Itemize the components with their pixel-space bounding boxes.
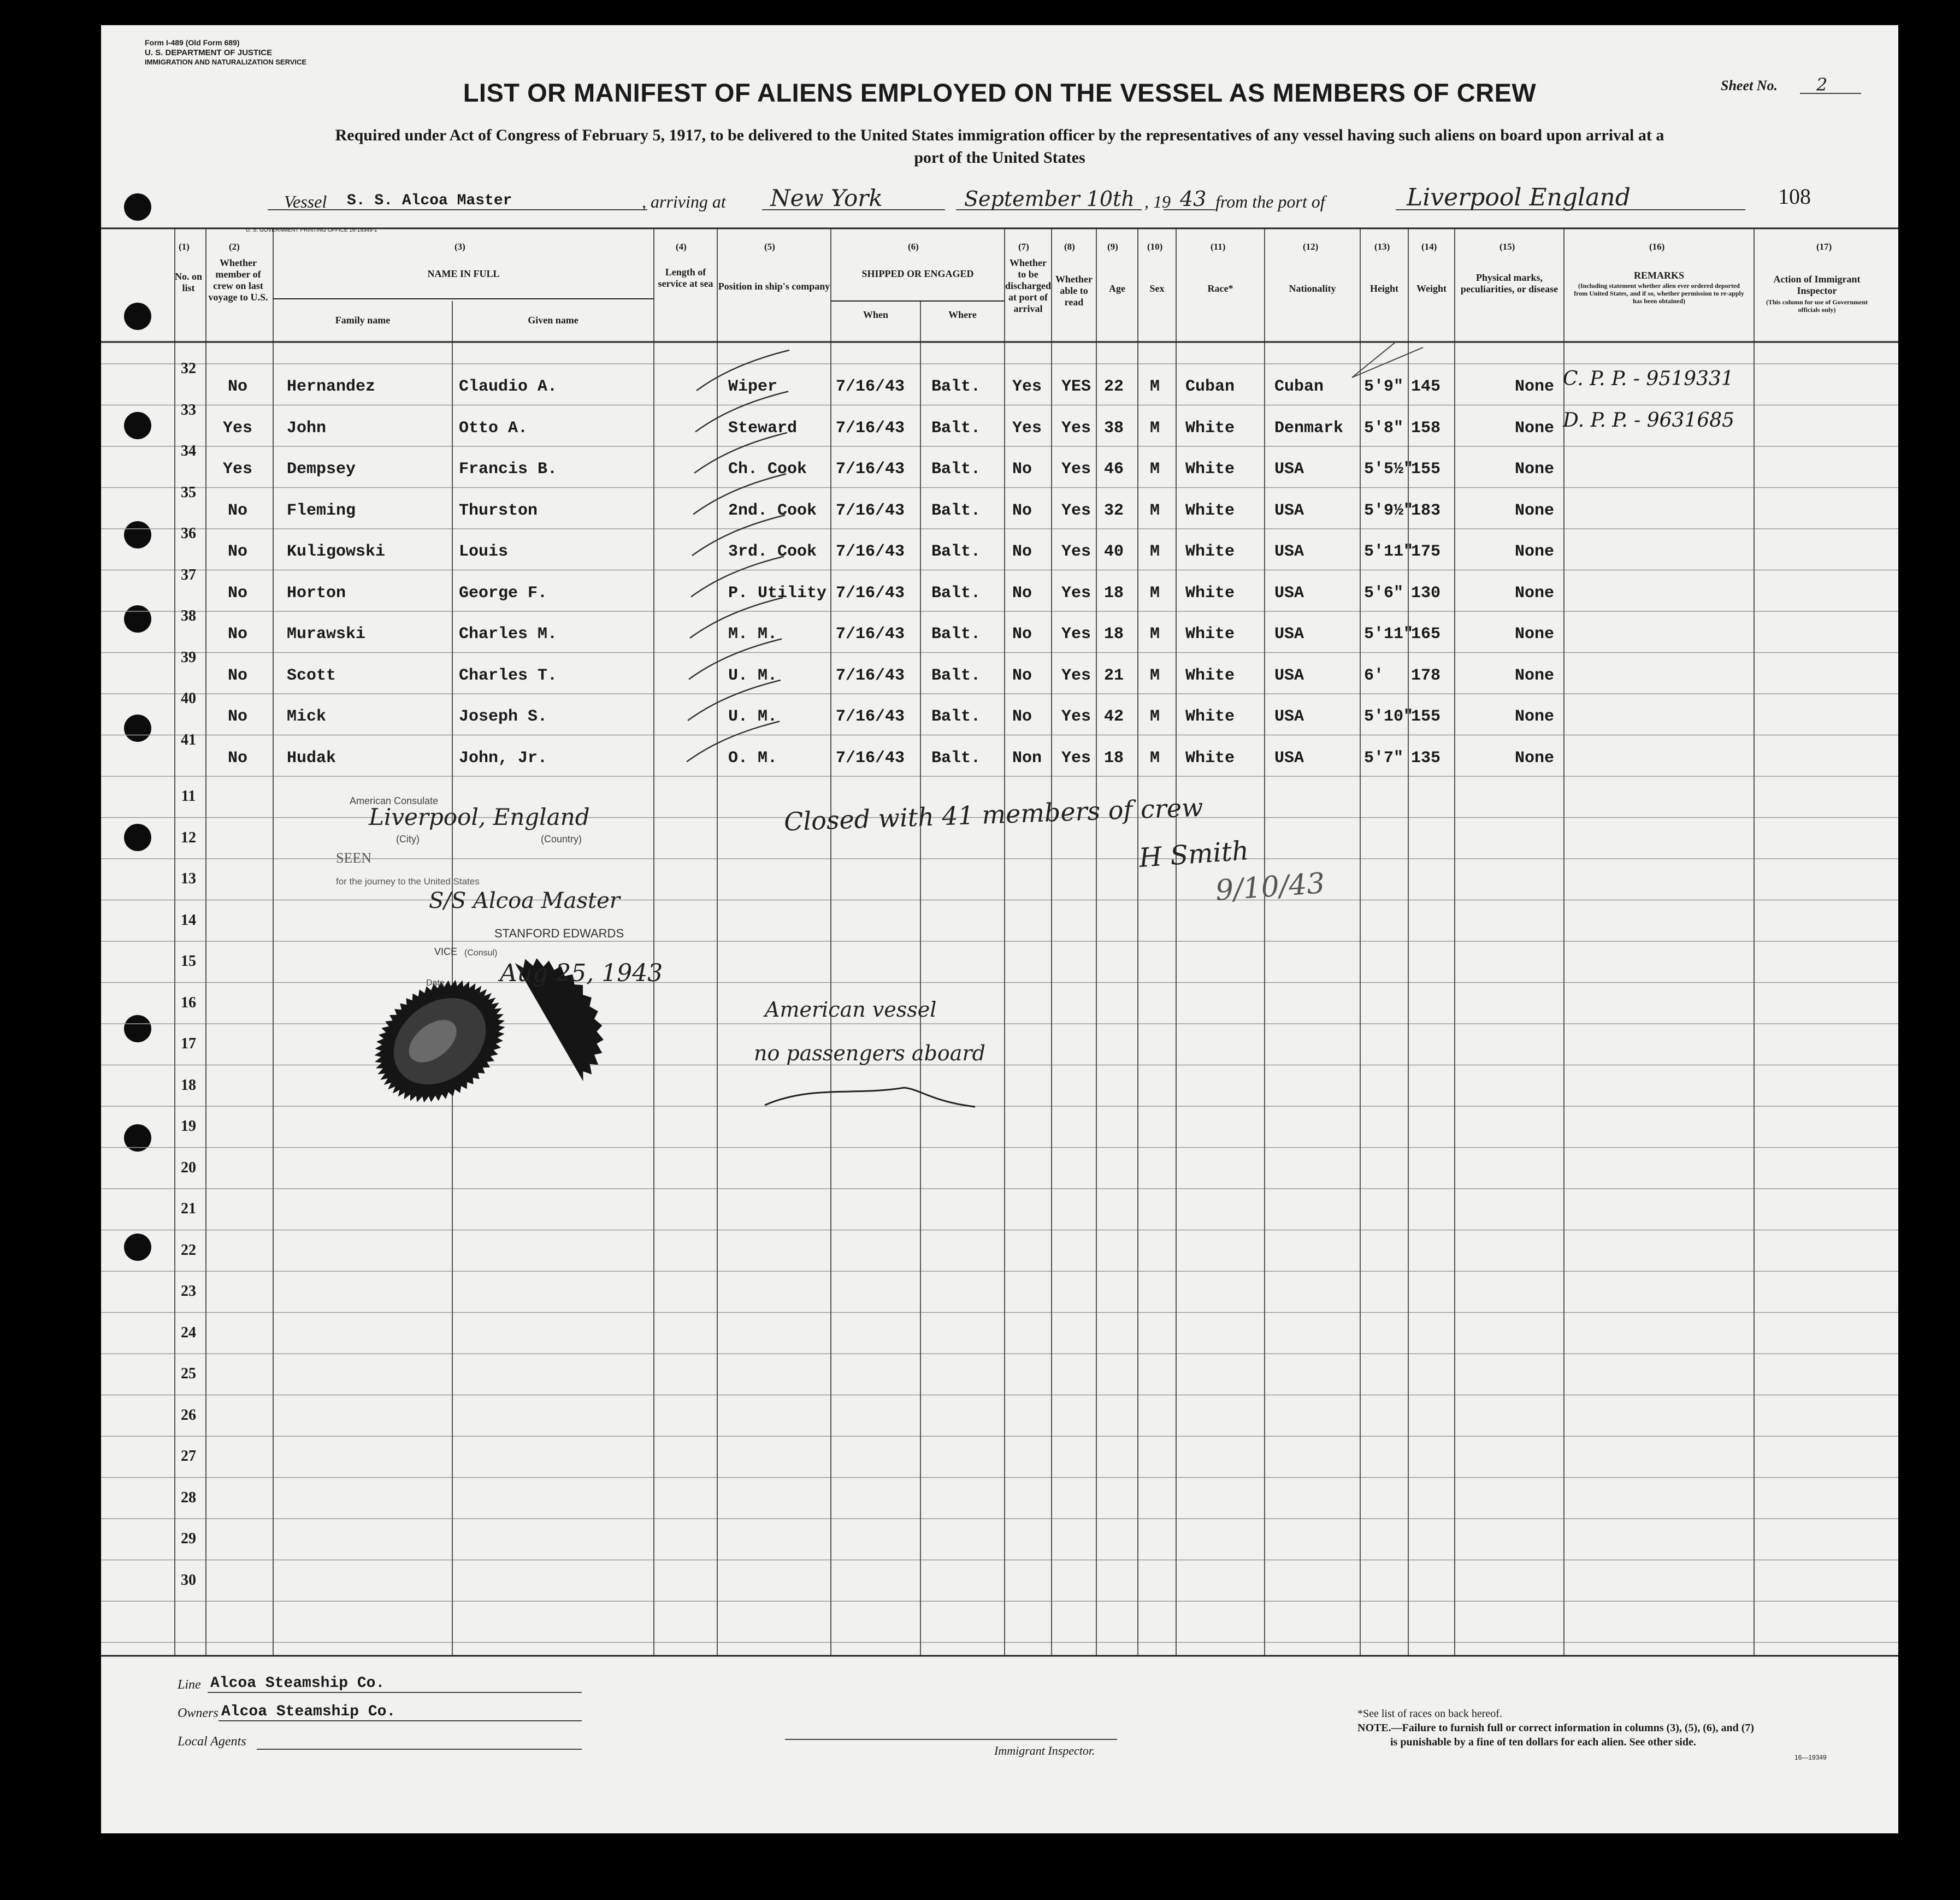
column-number: (9) — [1107, 241, 1118, 252]
cell-weight: 130 — [1411, 583, 1441, 603]
row-number: 39 — [181, 648, 196, 666]
col-header-when: When — [863, 309, 888, 320]
cell-given: John, Jr. — [459, 748, 548, 768]
cell-nationality: USA — [1274, 501, 1304, 520]
cell-height: 5'9½" — [1364, 501, 1414, 520]
service: IMMIGRATION AND NATURALIZATION SERVICE — [145, 58, 307, 66]
column-number: (5) — [764, 241, 775, 252]
footer-inspector-label: Immigrant Inspector. — [994, 1744, 1095, 1757]
cell-when: 7/16/43 — [836, 501, 905, 520]
row-number: 30 — [181, 1571, 196, 1589]
cell-given: George F. — [459, 583, 548, 603]
cell-marks: None — [1515, 748, 1555, 768]
cell-discharged: No — [1012, 707, 1032, 726]
cell-weight: 165 — [1411, 625, 1441, 644]
cell-race: White — [1185, 748, 1235, 768]
cell-last-voyage: Yes — [223, 418, 253, 438]
cell-sex: M — [1150, 542, 1160, 561]
cell-height: 5'11" — [1364, 625, 1414, 644]
col-header-given-name: Given name — [528, 315, 578, 326]
cell-where: Balt. — [931, 583, 981, 603]
row-number: 40 — [181, 690, 196, 707]
cell-marks: None — [1515, 418, 1555, 438]
footer-line-value: Alcoa Steamship Co. — [210, 1675, 385, 1692]
footer-owners-value: Alcoa Steamship Co. — [221, 1703, 396, 1720]
cell-sex: M — [1150, 707, 1160, 726]
sheet-number: 2 — [1816, 74, 1828, 95]
cell-last-voyage: No — [228, 666, 248, 685]
row-number: 37 — [181, 566, 196, 583]
cell-given: Claudio A. — [459, 377, 558, 396]
cell-when: 7/16/43 — [836, 666, 905, 685]
cell-sex: M — [1150, 460, 1160, 479]
cell-family: Kuligowski — [287, 542, 386, 561]
cell-height: 5'9" — [1364, 377, 1404, 396]
col-header-remarks: REMARKS — [1633, 270, 1684, 281]
column-number: (11) — [1211, 241, 1226, 252]
cell-read: Yes — [1061, 501, 1091, 520]
consulate-country-label: (Country) — [541, 834, 582, 845]
closing-signature: H Smith — [1138, 835, 1250, 874]
form-subtitle-2: port of the United States — [914, 149, 1085, 167]
row-number: 18 — [181, 1076, 196, 1094]
cell-marks: None — [1515, 583, 1555, 603]
column-number: (14) — [1421, 241, 1437, 252]
form-number: Form I-489 (Old Form 689) — [145, 38, 240, 47]
cell-weight: 155 — [1411, 460, 1441, 479]
row-number: 32 — [181, 360, 196, 377]
cell-where: Balt. — [931, 501, 981, 520]
cell-given: Otto A. — [459, 418, 528, 438]
row-number: 36 — [181, 525, 196, 542]
cell-last-voyage: No — [228, 625, 248, 644]
cell-age: 21 — [1104, 666, 1124, 685]
cell-nationality: USA — [1274, 625, 1304, 644]
cell-when: 7/16/43 — [836, 377, 905, 396]
consulate-vessel: S/S Alcoa Master — [429, 888, 620, 913]
row-number: 11 — [181, 788, 196, 805]
cell-nationality: USA — [1274, 748, 1304, 768]
cell-discharged: No — [1012, 666, 1032, 685]
cell-age: 22 — [1104, 377, 1124, 396]
cell-when: 7/16/43 — [836, 707, 905, 726]
cell-race: White — [1185, 460, 1235, 479]
cell-position: 2nd. Cook — [728, 501, 817, 520]
cell-nationality: Cuban — [1274, 377, 1324, 396]
consul-name: STANFORD EDWARDS — [494, 927, 624, 940]
cell-marks: None — [1515, 625, 1555, 644]
manifest-page — [101, 25, 1898, 1833]
row-number: 33 — [181, 401, 196, 418]
column-number: (2) — [229, 241, 240, 252]
cell-remarks: D. P. P. - 9631685 — [1563, 409, 1735, 432]
cell-discharged: No — [1012, 625, 1032, 644]
col-header-read: Whether able to read — [1055, 274, 1093, 308]
row-number: 20 — [181, 1159, 196, 1176]
department: U. S. DEPARTMENT OF JUSTICE — [145, 48, 273, 57]
cell-position: P. Utility — [728, 583, 827, 603]
cell-read: Yes — [1061, 460, 1091, 479]
col-header-where: Where — [948, 309, 977, 320]
cell-race: White — [1185, 583, 1235, 603]
row-number: 24 — [181, 1324, 196, 1341]
row-number: 15 — [181, 953, 196, 970]
year-prefix: , 19 — [1144, 192, 1171, 211]
cell-last-voyage: No — [228, 377, 248, 396]
cell-sex: M — [1150, 418, 1160, 438]
cell-family: John — [287, 418, 327, 438]
column-number: (8) — [1064, 241, 1075, 252]
row-number: 34 — [181, 442, 196, 459]
cell-marks: None — [1515, 666, 1555, 685]
column-number: (4) — [676, 241, 687, 252]
cell-sex: M — [1150, 625, 1160, 644]
cell-nationality: USA — [1274, 583, 1304, 603]
no-passengers-note: no passengers aboard — [754, 1041, 985, 1065]
cell-position: Ch. Cook — [728, 460, 807, 479]
cell-position: Steward — [728, 418, 798, 438]
cell-weight: 155 — [1411, 707, 1441, 726]
column-number: (3) — [454, 241, 465, 252]
column-number: (16) — [1649, 241, 1665, 252]
cell-age: 38 — [1104, 418, 1124, 438]
cell-race: White — [1185, 501, 1235, 520]
col-header-race: Race* — [1207, 283, 1233, 294]
column-number: (13) — [1374, 241, 1390, 252]
cell-last-voyage: No — [228, 583, 248, 603]
cell-last-voyage: No — [228, 748, 248, 768]
row-number: 13 — [181, 870, 196, 887]
cell-height: 6' — [1364, 666, 1384, 685]
row-number: 27 — [181, 1448, 196, 1465]
arrival-date: September 10th — [964, 187, 1135, 211]
col-header-family-name: Family name — [335, 315, 391, 326]
cell-position: 3rd. Cook — [728, 542, 817, 561]
cell-when: 7/16/43 — [836, 583, 905, 603]
vessel-label: Vessel — [284, 192, 327, 211]
column-number: (17) — [1816, 241, 1832, 252]
footer-note-2: is punishable by a fine of ten dollars for each alien. See other side. — [1390, 1736, 1696, 1748]
cell-family: Hernandez — [287, 377, 376, 396]
consulate-date-label: Date — [426, 978, 445, 988]
cell-marks: None — [1515, 501, 1555, 520]
consulate-date: Aug 25, 1943 — [500, 959, 663, 987]
cell-last-voyage: No — [228, 542, 248, 561]
cell-given: Charles T. — [459, 666, 558, 685]
cell-read: Yes — [1061, 418, 1091, 438]
cell-height: 5'11" — [1364, 542, 1414, 561]
cell-weight: 158 — [1411, 418, 1441, 438]
printing-office: U. S. GOVERNMENT PRINTING OFFICE 16-19349-1 — [246, 227, 377, 233]
cell-family: Mick — [287, 707, 327, 726]
col-header-position: Position in ship's company — [718, 281, 830, 292]
cell-age: 42 — [1104, 707, 1124, 726]
cell-sex: M — [1150, 377, 1160, 396]
stamp-number: 108 — [1778, 184, 1811, 209]
cell-where: Balt. — [931, 625, 981, 644]
from-label: from the port of — [1215, 192, 1325, 211]
column-number: (6) — [908, 241, 919, 252]
row-number: 19 — [181, 1118, 196, 1135]
cell-position: Wiper — [728, 377, 778, 396]
column-number: (12) — [1303, 241, 1319, 252]
cell-read: Yes — [1061, 707, 1091, 726]
cell-discharged: Non — [1012, 748, 1042, 768]
cell-discharged: No — [1012, 542, 1032, 561]
row-number: 14 — [181, 911, 196, 929]
cell-marks: None — [1515, 460, 1555, 479]
cell-sex: M — [1150, 748, 1160, 768]
closing-date: 9/10/43 — [1214, 867, 1326, 907]
col-header-nationality: Nationality — [1289, 283, 1336, 294]
arriving-label: , arriving at — [642, 192, 726, 211]
col-header-service: Length of service at sea — [658, 267, 713, 289]
cell-when: 7/16/43 — [836, 542, 905, 561]
cell-age: 32 — [1104, 501, 1124, 520]
column-number: (10) — [1147, 241, 1163, 252]
cell-where: Balt. — [931, 542, 981, 561]
cell-race: White — [1185, 707, 1235, 726]
cell-height: 5'5½" — [1364, 460, 1414, 479]
cell-height: 5'7" — [1364, 748, 1404, 768]
arriving-port: New York — [770, 185, 883, 211]
consulate-heading: American Consulate — [350, 795, 439, 806]
cell-race: Cuban — [1185, 377, 1235, 396]
sheet-label: Sheet No. — [1721, 78, 1778, 93]
cell-discharged: No — [1012, 460, 1032, 479]
vessel-name: S. S. Alcoa Master — [347, 192, 512, 209]
row-number: 29 — [181, 1530, 196, 1547]
cell-family: Hudak — [287, 748, 336, 768]
footer-note-races: *See list of races on back hereof. — [1357, 1708, 1502, 1720]
cell-read: YES — [1061, 377, 1091, 396]
cell-family: Scott — [287, 666, 336, 685]
cell-read: Yes — [1061, 583, 1091, 603]
cell-marks: None — [1515, 542, 1555, 561]
cell-nationality: USA — [1274, 460, 1304, 479]
row-number: 35 — [181, 483, 196, 501]
american-vessel-note: American vessel — [765, 998, 937, 1022]
cell-position: U. M. — [728, 666, 778, 685]
cell-weight: 135 — [1411, 748, 1441, 768]
cell-when: 7/16/43 — [836, 460, 905, 479]
cell-race: White — [1185, 542, 1235, 561]
cell-when: 7/16/43 — [836, 418, 905, 438]
cell-last-voyage: No — [228, 501, 248, 520]
cell-discharged: Yes — [1012, 377, 1042, 396]
closed-note: Closed with 41 members of crew — [783, 792, 1204, 837]
cell-nationality: USA — [1274, 542, 1304, 561]
cell-last-voyage: No — [228, 707, 248, 726]
footer-note-1: NOTE.—Failure to furnish full or correct information in columns (3), (5), (6), and (7) — [1357, 1722, 1755, 1734]
col-header-age: Age — [1109, 283, 1125, 294]
cell-read: Yes — [1061, 625, 1091, 644]
cell-weight: 178 — [1411, 666, 1441, 685]
cell-race: White — [1185, 625, 1235, 644]
cell-age: 18 — [1104, 625, 1124, 644]
cell-height: 5'6" — [1364, 583, 1404, 603]
row-number: 28 — [181, 1489, 196, 1506]
cell-family: Horton — [287, 583, 346, 603]
form-subtitle: Required under Act of Congress of February 5, 1917, to be delivered to the United States immigration officer by the representatives of any vessel having such aliens on board upon arrival at a — [335, 126, 1664, 144]
cell-age: 40 — [1104, 542, 1124, 561]
cell-given: Francis B. — [459, 460, 558, 479]
cell-race: White — [1185, 666, 1235, 685]
col-header-action: Action of Immigrant Inspector — [1773, 274, 1861, 296]
cell-height: 5'10" — [1364, 707, 1414, 726]
cell-where: Balt. — [931, 666, 981, 685]
column-number: (7) — [1018, 241, 1029, 252]
cell-family: Fleming — [287, 501, 356, 520]
cell-where: Balt. — [931, 707, 981, 726]
cell-given: Charles M. — [459, 625, 558, 644]
col-header-marks: Physical marks, peculiarities, or disease — [1460, 272, 1558, 294]
cell-given: Joseph S. — [459, 707, 548, 726]
consulate-seen: SEEN — [336, 850, 371, 866]
cell-given: Louis — [459, 542, 509, 561]
cell-read: Yes — [1061, 666, 1091, 685]
cell-where: Balt. — [931, 377, 981, 396]
col-header-action-note: (This column for use of Government officials only) — [1766, 298, 1868, 314]
cell-nationality: Denmark — [1274, 418, 1344, 438]
cell-marks: None — [1515, 377, 1555, 396]
cell-when: 7/16/43 — [836, 625, 905, 644]
cell-discharged: No — [1012, 501, 1032, 520]
cell-remarks: C. P. P. - 9519331 — [1563, 368, 1734, 390]
cell-sex: M — [1150, 501, 1160, 520]
col-header-last-voyage: Whether member of crew on last voyage to U.S. — [208, 257, 268, 303]
form-title: LIST OR MANIFEST OF ALIENS EMPLOYED ON THE VESSEL AS MEMBERS OF CREW — [463, 78, 1537, 107]
consul-label: (Consul) — [464, 948, 498, 958]
cell-where: Balt. — [931, 748, 981, 768]
col-header-weight: Weight — [1416, 283, 1447, 294]
cell-family: Dempsey — [287, 460, 356, 479]
cell-position: M. M. — [728, 625, 778, 644]
cell-where: Balt. — [931, 418, 981, 438]
row-number: 12 — [181, 829, 196, 846]
cell-nationality: USA — [1274, 707, 1304, 726]
cell-position: U. M. — [728, 707, 778, 726]
consulate-city-label: (City) — [396, 834, 420, 845]
cell-read: Yes — [1061, 748, 1091, 768]
cell-family: Murawski — [287, 625, 366, 644]
column-number: (1) — [179, 241, 190, 252]
footer-owners-label: Owners — [178, 1706, 219, 1720]
cell-weight: 183 — [1411, 501, 1441, 520]
cell-marks: None — [1515, 707, 1555, 726]
cell-when: 7/16/43 — [836, 748, 905, 768]
cell-weight: 175 — [1411, 542, 1441, 561]
cell-nationality: USA — [1274, 666, 1304, 685]
cell-given: Thurston — [459, 501, 538, 520]
footer-line-label: Line — [178, 1678, 201, 1692]
row-number: 21 — [181, 1200, 196, 1217]
arrival-year: 43 — [1180, 187, 1207, 211]
cell-where: Balt. — [931, 460, 981, 479]
column-number: (15) — [1499, 241, 1515, 252]
footer-code: 16—19349 — [1794, 1754, 1827, 1761]
cell-discharged: No — [1012, 583, 1032, 603]
footer-agents-label: Local Agents — [178, 1734, 246, 1749]
col-header-no: No. on list — [175, 271, 203, 293]
consulate-journey: for the journey to the United States — [336, 876, 480, 887]
consulate-city: Liverpool, England — [369, 804, 590, 830]
cell-sex: M — [1150, 583, 1160, 603]
col-header-discharged: Whether to be discharged at port of arrival — [1005, 257, 1051, 314]
col-header-height: Height — [1370, 283, 1398, 294]
row-number: 25 — [181, 1365, 196, 1382]
cell-race: White — [1185, 418, 1235, 438]
cell-sex: M — [1150, 666, 1160, 685]
cell-weight: 145 — [1411, 377, 1441, 396]
cell-age: 18 — [1104, 583, 1124, 603]
row-number: 23 — [181, 1283, 196, 1300]
cell-height: 5'8" — [1364, 418, 1404, 438]
cell-discharged: Yes — [1012, 418, 1042, 438]
cell-age: 46 — [1104, 460, 1124, 479]
cell-position: O. M. — [728, 748, 778, 768]
row-number: 38 — [181, 607, 196, 624]
col-header-remarks-note: (Including statement whether alien ever ordered deported from United States, and if so, whether permission to re-apply has been obtained) — [1574, 282, 1744, 305]
cell-age: 18 — [1104, 748, 1124, 768]
cell-read: Yes — [1061, 542, 1091, 561]
row-number: 22 — [181, 1241, 196, 1259]
col-header-shipped: SHIPPED OR ENGAGED — [861, 268, 974, 279]
cell-last-voyage: Yes — [223, 460, 253, 479]
row-number: 41 — [181, 731, 196, 748]
row-number: 17 — [181, 1035, 196, 1052]
departure-port: Liverpool England — [1407, 184, 1631, 211]
row-number: 26 — [181, 1406, 196, 1424]
consul-vice: VICE — [434, 946, 458, 957]
col-header-name: NAME IN FULL — [427, 268, 500, 279]
row-number: 16 — [181, 994, 196, 1011]
col-header-sex: Sex — [1149, 283, 1165, 294]
